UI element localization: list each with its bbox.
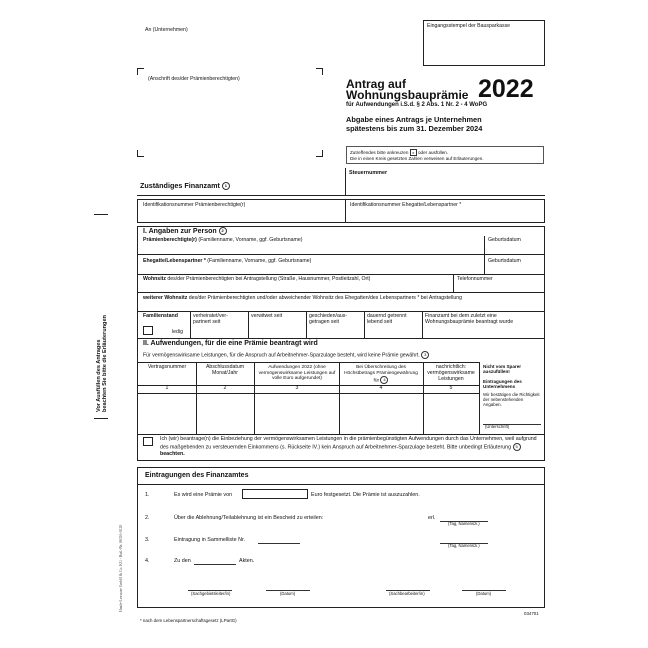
ledig-label: ledig xyxy=(172,329,183,335)
form-year: 2022 xyxy=(478,75,534,103)
fold-mark-1 xyxy=(94,214,108,215)
telefon-divider xyxy=(453,274,454,292)
id-partner-label: Identifikationsnummer Ehegatte/Lebenspartner * xyxy=(350,202,462,208)
geb-divider-1 xyxy=(484,236,485,254)
vwl-text-main: Ich (wir) beantrage(n) die Einbeziehung der vermögenswirksamen Leistungen in die prämienbegünstigten Aufwendungen durch das Unternehmen, weil aufgrund des maßgebenden zu versteuernden Einkommens (s. Rückseite IV.) kein Anspruch auf Arbeitnehmer-Sparzulage besteht. Bitte unbedingt Erläuterung xyxy=(160,436,537,451)
col-head-5: nachrichtlich: vermögenswirksame Leistungen xyxy=(427,364,475,382)
partner-rest: (Familienname, Vorname, ggf. Geburtsname) xyxy=(205,258,312,264)
finanzamt-text: Zuständiges Finanzamt xyxy=(140,181,220,190)
form-title-line1: Antrag auf xyxy=(346,77,406,91)
col-num-5: 5 xyxy=(449,385,453,391)
hint-line2: Die in einen Kreis gesetzten Zahlen verweisen auf Erläuterungen. xyxy=(350,156,484,161)
stamp-label: Eingangsstempel der Bausparkasse xyxy=(427,23,511,29)
row3-text: Eintragung in Sammelliste Nr. xyxy=(174,537,246,543)
row-divider-2 xyxy=(137,274,545,275)
section1-title xyxy=(143,227,227,235)
section2-intro-text: Für vermögenswirksame Leistungen, für die Anspruch auf Arbeitnehmer-Sparzulage besteht, wird keine Prämie gewährt. xyxy=(143,352,420,359)
table-bottom xyxy=(137,434,545,435)
hint-x-icon: x xyxy=(410,149,417,156)
section2-intro xyxy=(143,351,429,359)
publisher-note: Haufe-Lexware GmbH & Co. KG - Bstl.-Nr. 06316-0120 xyxy=(119,524,123,612)
ref-5-icon: 5 xyxy=(513,443,521,451)
side-heading: Eintragungen des Unternehmens xyxy=(483,379,522,390)
ref-4-icon: 4 xyxy=(380,376,388,384)
col-head-1: Vertragsnummer xyxy=(147,364,187,370)
col-num-2: 2 xyxy=(223,385,227,391)
side-title: Nicht vom Sparer auszufüllen! xyxy=(483,364,522,375)
fam-div-5 xyxy=(422,311,423,338)
sammelliste-input[interactable] xyxy=(258,543,300,544)
row3-num: 3. xyxy=(145,537,150,543)
address-corner-tl xyxy=(137,68,144,75)
verwitwet-label: verwitwet seit xyxy=(251,313,283,319)
wohnsitz-label xyxy=(143,277,370,283)
sig2-label: (Datum) xyxy=(280,591,296,596)
form-code: 034701 xyxy=(524,611,539,616)
getrennt-label: dauernd getrennt lebend seit xyxy=(367,313,407,325)
sig3-label: (Sachbearbeiter/in) xyxy=(389,591,425,596)
row1-num: 1. xyxy=(145,492,150,498)
fam-div-3 xyxy=(306,311,307,338)
wohnsitz-bold: Wohnsitz xyxy=(143,276,166,282)
address-label: (Anschrift des/der Prämienberechtigten) xyxy=(148,76,240,82)
geburtsdatum-label-2: Geburtsdatum xyxy=(488,258,521,264)
col-num-3: 3 xyxy=(295,385,299,391)
berechtigter-bold: Prämienberechtigte(r) xyxy=(143,237,197,243)
finanzamt-box-title: Eintragungen des Finanzamtes xyxy=(145,472,249,479)
geb-divider-2 xyxy=(484,254,485,274)
col-num-1: 1 xyxy=(165,385,169,391)
section-divider xyxy=(137,338,545,339)
form-subtitle: für Aufwendungen i.S.d. § 2 Abs. 1 Nr. 2 - 4 WoPG xyxy=(346,102,488,108)
hint-line1-a: Zutreffendes bitte ankreuzen xyxy=(350,150,409,155)
vwl-text xyxy=(160,436,540,458)
finanzamt-label xyxy=(140,181,230,190)
fam-div-2 xyxy=(248,311,249,338)
deadline-line2: spätestens bis zum 31. Dezember 2024 xyxy=(346,124,483,133)
weiterer-bold: weiterer Wohnsitz xyxy=(143,295,188,301)
col-head-2: Abschlussdatum Monat/Jahr xyxy=(205,364,245,376)
fam-div-1 xyxy=(190,311,191,338)
row2-text: Über die Ablehnung/Teilablehnung ist ein Bescheid zu erteilen: xyxy=(174,515,324,521)
address-corner-br xyxy=(316,150,323,157)
row1-tail: Euro festgesetzt. Die Prämie ist auszuzahlen. xyxy=(311,492,420,498)
sig4-label: (Datum) xyxy=(476,591,492,596)
side-instruction-1: Vor Ausfüllen des Antrages xyxy=(96,339,102,412)
side-sign-label: (Unterschrift) xyxy=(485,424,510,429)
row4-text: Zu den xyxy=(174,558,191,564)
partner-bold: Ehegatte/Lebenspartner * xyxy=(143,258,206,264)
row3-sub: (Tag, Namenszi.) xyxy=(448,543,480,548)
steuer-divider xyxy=(345,168,346,195)
berechtigter-rest: (Familienname, Vorname, ggf. Geburtsname) xyxy=(196,237,303,243)
table-entry-row[interactable] xyxy=(138,394,478,433)
address-corner-tr xyxy=(316,68,323,75)
steuernummer-label: Steuernummer xyxy=(349,170,388,176)
row4-num: 4. xyxy=(145,558,150,564)
row2-num: 2. xyxy=(145,515,150,521)
ref-2-icon: 2 xyxy=(219,227,227,235)
id-divider xyxy=(345,200,346,222)
telefon-label: Telefonnummer xyxy=(457,276,493,282)
ref-3-icon: 3 xyxy=(421,351,429,359)
row2-erl: erl. xyxy=(428,515,436,521)
praemie-input[interactable] xyxy=(242,489,308,499)
weiterer-rest: des/der Prämienberechtigten und/oder abweichender Wohnsitz des Ehegatten/des Lebenspartners * bei Antragstellung xyxy=(187,295,463,301)
address-corner-bl xyxy=(137,150,144,157)
col-head-3: Aufwendungen 2022 (ohne vermögenswirksame Leistungen auf volle Euro aufgerundet) xyxy=(258,365,336,382)
fold-mark-2 xyxy=(94,418,108,419)
partner-name-label xyxy=(143,259,311,265)
footnote: * nach dem Lebenspartnerschaftsgesetz (LPartG) xyxy=(140,618,237,623)
id-box[interactable] xyxy=(137,199,545,223)
ledig-checkbox[interactable] xyxy=(143,326,153,335)
wohnsitz-rest: des/der Prämienberechtigten bei Antragstellung (Straße, Hausnummer, Postleitzahl, Ort) xyxy=(165,276,371,282)
ref-1-icon: 1 xyxy=(222,182,230,190)
section2-title: II. Aufwendungen, für die eine Prämie beantragt wird xyxy=(143,340,318,347)
id-primary-label: Identifikationsnummer Prämienberechtigte(r) xyxy=(143,202,246,208)
finanzamt-title-line xyxy=(138,484,544,485)
weiterer-wohnsitz-label xyxy=(143,296,462,302)
hint-box xyxy=(346,146,544,164)
section1-title-text: I. Angaben zur Person xyxy=(143,227,217,235)
zuletzt-label: Finanzamt bei dem zuletzt eine Wohnungsbauprämie beantragt wurde xyxy=(425,313,514,325)
side-instruction-2: beachten Sie bitte die Erläuterungen xyxy=(102,315,108,412)
side-instruction xyxy=(96,302,108,412)
finanzamt-box xyxy=(137,467,545,608)
row4-tail: Akten. xyxy=(239,558,255,564)
hint-line1-b: oder ausfüllen. xyxy=(417,150,449,155)
row-divider-3 xyxy=(137,292,545,293)
row1-text: Es wird eine Prämie von xyxy=(174,492,233,498)
akten-input[interactable] xyxy=(194,564,236,565)
finanzamt-underline xyxy=(137,195,545,196)
vwl-text-tail: beachten. xyxy=(160,451,185,458)
row-divider-4 xyxy=(137,311,545,312)
geburtsdatum-label-1: Geburtsdatum xyxy=(488,237,521,243)
verheiratet-label: verheiratet/ver-partnert seit xyxy=(193,313,228,325)
geschieden-label: geschieden/aus-getragen seit xyxy=(309,313,348,325)
sig1-label: (Sachgebietsleiter/in) xyxy=(191,591,231,596)
vwl-checkbox[interactable] xyxy=(143,437,153,446)
col-num-4: 4 xyxy=(379,385,383,391)
deadline-line1: Abgabe eines Antrags je Unternehmen xyxy=(346,115,482,124)
row2-sub: (Tag, Namenszi.) xyxy=(448,521,480,526)
stamp-box xyxy=(423,20,545,66)
form-title-line2: Wohnungsbauprämie xyxy=(346,88,469,102)
side-text: Wir bestätigen die Richtigkeit der nebenstehenden Angaben. xyxy=(483,392,540,408)
table-top xyxy=(137,362,479,363)
an-label: An (Unternehmen) xyxy=(145,27,188,33)
col-head-4 xyxy=(341,365,421,384)
col-head-4-text: Bei Überschreitung des Höchstbetrags Prämiengewährung für xyxy=(344,365,418,384)
berechtigter-label xyxy=(143,238,302,244)
side-panel-divider xyxy=(479,362,480,434)
familienstand-label: Familienstand xyxy=(143,313,178,319)
hint-line1 xyxy=(350,149,448,156)
fam-div-4 xyxy=(364,311,365,338)
